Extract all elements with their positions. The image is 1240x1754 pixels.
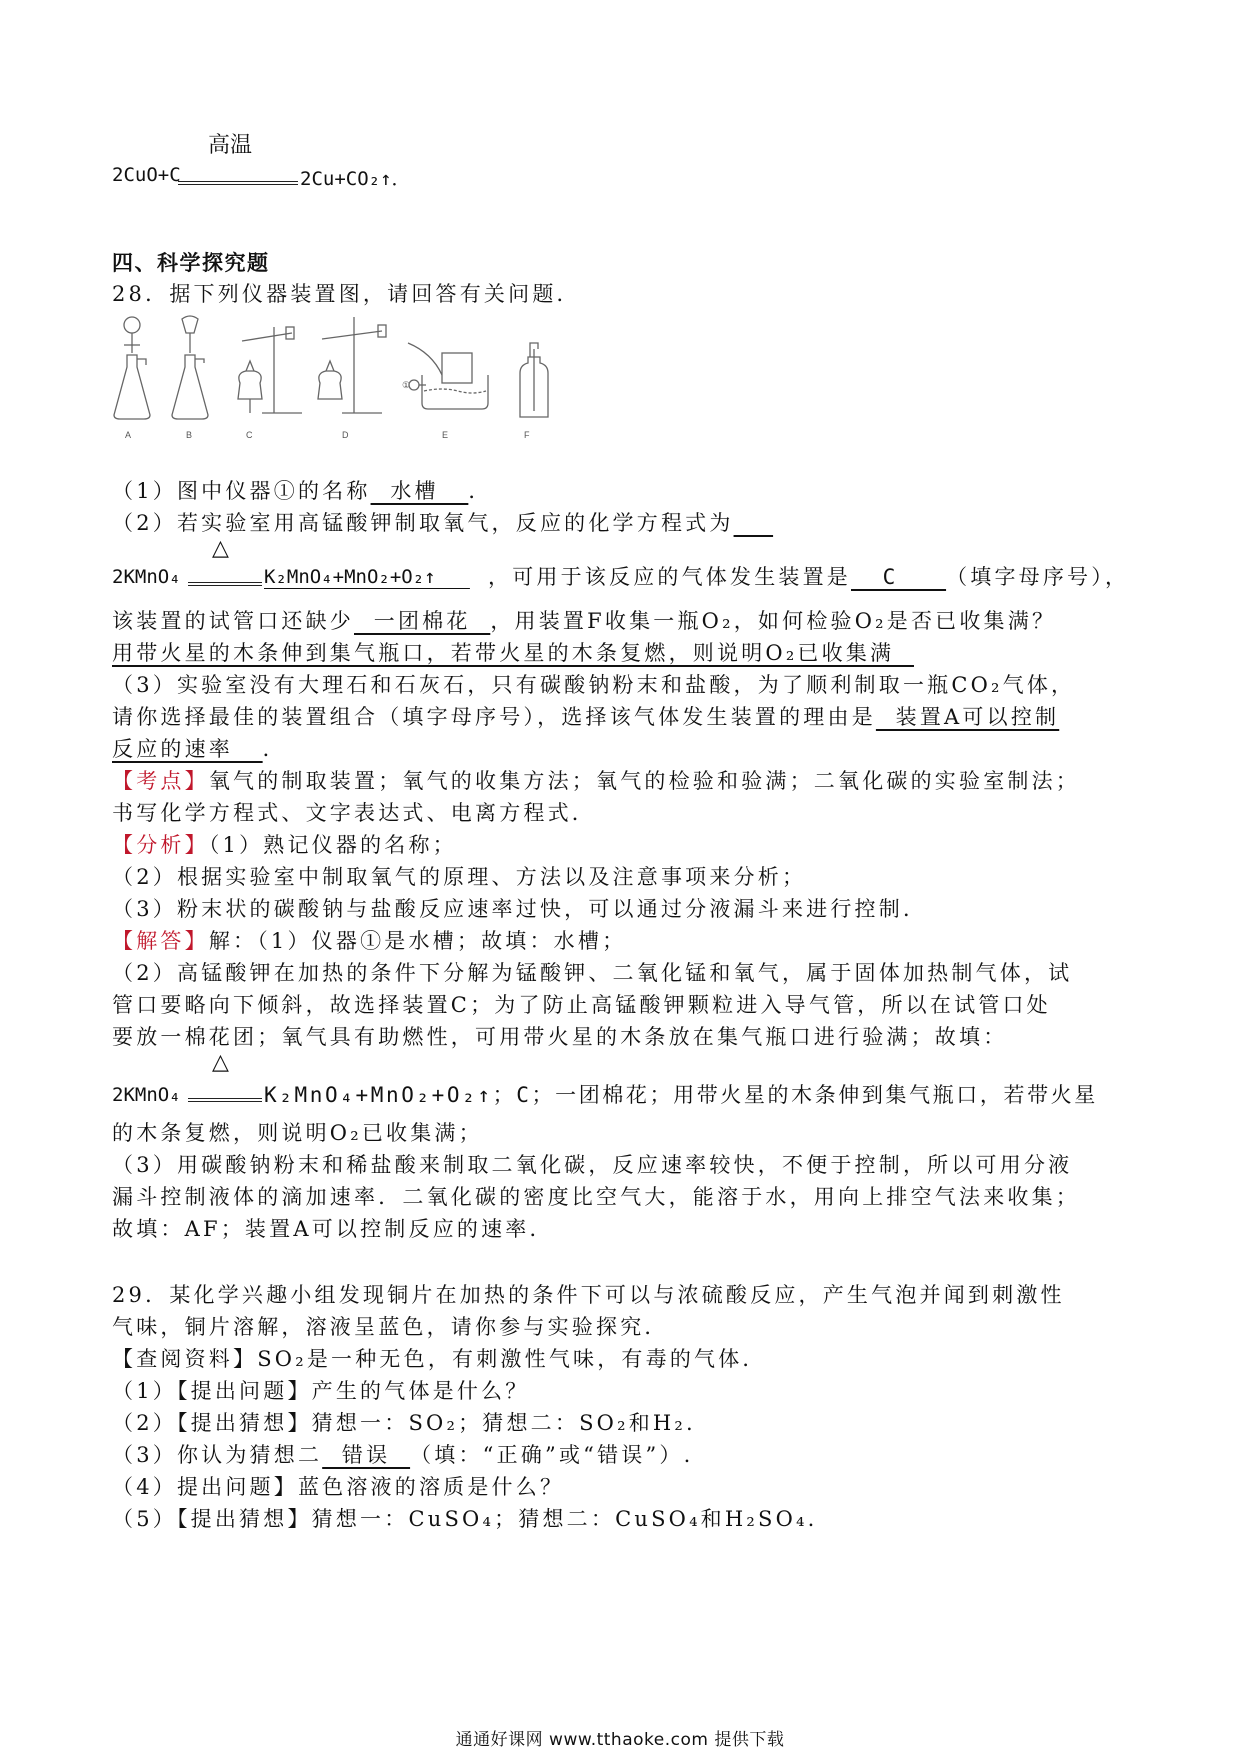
section-title: 四、科学探究题 xyxy=(112,250,270,275)
answer-2: C xyxy=(851,565,947,589)
fenxi-tag: 【分析】 xyxy=(112,833,209,857)
kaodian-line-1: 【考点】氧气的制取装置；氧气的收集方法；氧气的检验和验满；二氧化碳的实验室制法； xyxy=(112,769,1081,793)
jieda-line-2: （2）高锰酸钾在加热的条件下分解为锰酸钾、二氧化锰和氧气，属于固体加热制气体，试 xyxy=(112,961,1073,985)
q28-line-1: （1）图中仪器①的名称 水槽 ． xyxy=(112,479,493,503)
q29-line-6: （3）你认为猜想二 错误 （填：“正确”或“错误”）. xyxy=(112,1443,694,1467)
kaodian-line-2: 书写化学方程式、文字表达式、电离方程式． xyxy=(112,801,596,825)
answer-5b: 反应的速率 xyxy=(112,737,263,761)
jieda-line-7: 漏斗控制液体的滴加速率．二氧化碳的密度比空气大，能溶于水，用向上排空气法来收集； xyxy=(112,1185,1080,1209)
apparatus-e xyxy=(408,343,488,409)
q29-line-4: （1）【提出问题】产生的气体是什么？ xyxy=(112,1379,530,1403)
q29-answer-1: 错误 xyxy=(322,1443,411,1467)
fenxi-line-2: （2）根据实验室中制取氧气的原理、方法以及注意事项来分析； xyxy=(112,865,807,889)
label-c: C xyxy=(246,430,253,440)
answer-blank xyxy=(734,511,774,535)
kaodian-tag: 【考点】 xyxy=(112,769,209,793)
apparatus-figure xyxy=(112,313,632,448)
label-a: A xyxy=(125,430,132,440)
answer-4: 用带火星的木条伸到集气瓶口，若带火星的木条复燃，则说明O₂已收集满 xyxy=(112,641,914,665)
jieda-tag: 【解答】 xyxy=(112,929,209,953)
q29-line-2: 气味，铜片溶解，溶液呈蓝色，请你参与实验探究． xyxy=(112,1315,669,1339)
equation-condition: 高温 xyxy=(208,133,253,158)
apparatus-svg xyxy=(112,313,632,448)
jieda-line-6: （3）用碳酸钠粉末和稀盐酸来制取二氧化碳，反应速率较快，不便于控制，所以可用分液 xyxy=(112,1153,1073,1177)
q28-line-2: （2）若实验室用高锰酸钾制取氧气，反应的化学方程式为 xyxy=(112,508,773,538)
q29-line-1: 29．某化学兴趣小组发现铜片在加热的条件下可以与浓硫酸反应，产生气泡并闻到刺激性 xyxy=(112,1283,1065,1307)
jieda-line-1: 【解答】解：（1）仪器①是水槽；故填：水槽； xyxy=(112,929,627,953)
jieda-line-3: 管口要略向下倾斜，故选择装置C；为了防止高锰酸钾颗粒进入导气管，所以在试管口处 xyxy=(112,993,1051,1017)
equation-bar xyxy=(178,181,298,185)
answer-5a: 装置A可以控制 xyxy=(875,705,1060,729)
apparatus-c xyxy=(238,327,302,413)
label-f: F xyxy=(524,430,530,440)
jieda-line-8: 故填：AF；装置A可以控制反应的速率． xyxy=(112,1217,554,1241)
apparatus-f xyxy=(520,343,548,417)
fenxi-line-1: 【分析】（1）熟记仪器的名称； xyxy=(112,833,457,857)
page-footer: 通通好课网 www.tthaoke.com 提供下载 xyxy=(455,1730,785,1750)
jieda-line-5: 的木条复燃，则说明O₂已收集满； xyxy=(112,1121,483,1145)
jieda-line-4: 要放一棉花团；氧气具有助燃性，可用带火星的木条放在集气瓶口进行验满；故填： xyxy=(112,1025,1008,1049)
fenxi-line-3: （3）粉末状的碳酸钠与盐酸反应速率过快，可以通过分液漏斗来进行控制． xyxy=(112,897,928,921)
label-e: E xyxy=(442,430,449,440)
q29-line-5: （2）【提出猜想】猜想一：SO₂；猜想二：SO₂和H₂. xyxy=(112,1411,696,1435)
q28-line-6: 请你选择最佳的装置组合（填字母序号），选择该气体发生装置的理由是 装置A可以控制 xyxy=(112,705,1060,729)
equation-right: 2Cu+CO₂↑． xyxy=(300,168,411,190)
q28-line-7: 反应的速率 ． xyxy=(112,737,287,761)
label-circle-1: ① xyxy=(402,380,411,390)
equation-2: 2KMnO₄ △ K₂MnO₄+MnO₂+O₂↑；C；一团棉花；用带火星的木条伸到集气瓶口，若带火星 xyxy=(112,1050,1132,1110)
equation-1-bar xyxy=(188,582,262,586)
q28-stem: 28．据下列仪器装置图，请回答有关问题． xyxy=(112,282,581,306)
equation-1-condition: △ xyxy=(212,536,229,561)
apparatus-b xyxy=(172,316,208,419)
label-d: D xyxy=(342,430,349,440)
q28-line-5: （3）实验室没有大理石和石灰石，只有碳酸钠粉末和盐酸，为了顺利制取一瓶CO₂气体， xyxy=(112,673,1076,697)
apparatus-d xyxy=(318,317,386,413)
q29-line-3: 【查阅资料】SO₂是一种无色，有刺激性气味，有毒的气体． xyxy=(112,1347,767,1371)
answer-1: 水槽 xyxy=(370,479,469,503)
equation-1-right: K₂MnO₄+MnO₂+O₂↑ xyxy=(264,566,470,588)
q28-line-3: 该装置的试管口还缺少 一团棉花 ，用装置F收集一瓶O₂，如何检验O₂是否已收集满？ xyxy=(112,609,1057,633)
equation-1: 2KMnO₄ △ K₂MnO₄+MnO₂+O₂↑ ，可用于该反应的气体发生装置是 C （填字母序号）， xyxy=(112,536,1130,589)
apparatus-a xyxy=(114,317,150,419)
answer-3: 一团棉花 xyxy=(354,609,491,633)
label-b: B xyxy=(186,430,193,440)
equation-2-bar xyxy=(188,1098,262,1102)
equation-2-condition: △ xyxy=(212,1050,229,1075)
equation-left: 2CuO+C xyxy=(112,164,181,186)
q29-line-7: （4）提出问题】蓝色溶液的溶质是什么？ xyxy=(112,1475,565,1499)
q29-line-8: （5）【提出猜想】猜想一：CuSO₄；猜想二：CuSO₄和H₂SO₄. xyxy=(112,1507,818,1531)
equation-2-right: K₂MnO₄+MnO₂+O₂↑；C；一团棉花；用带火星的木条伸到集气瓶口，若带火星 xyxy=(264,1083,1098,1107)
